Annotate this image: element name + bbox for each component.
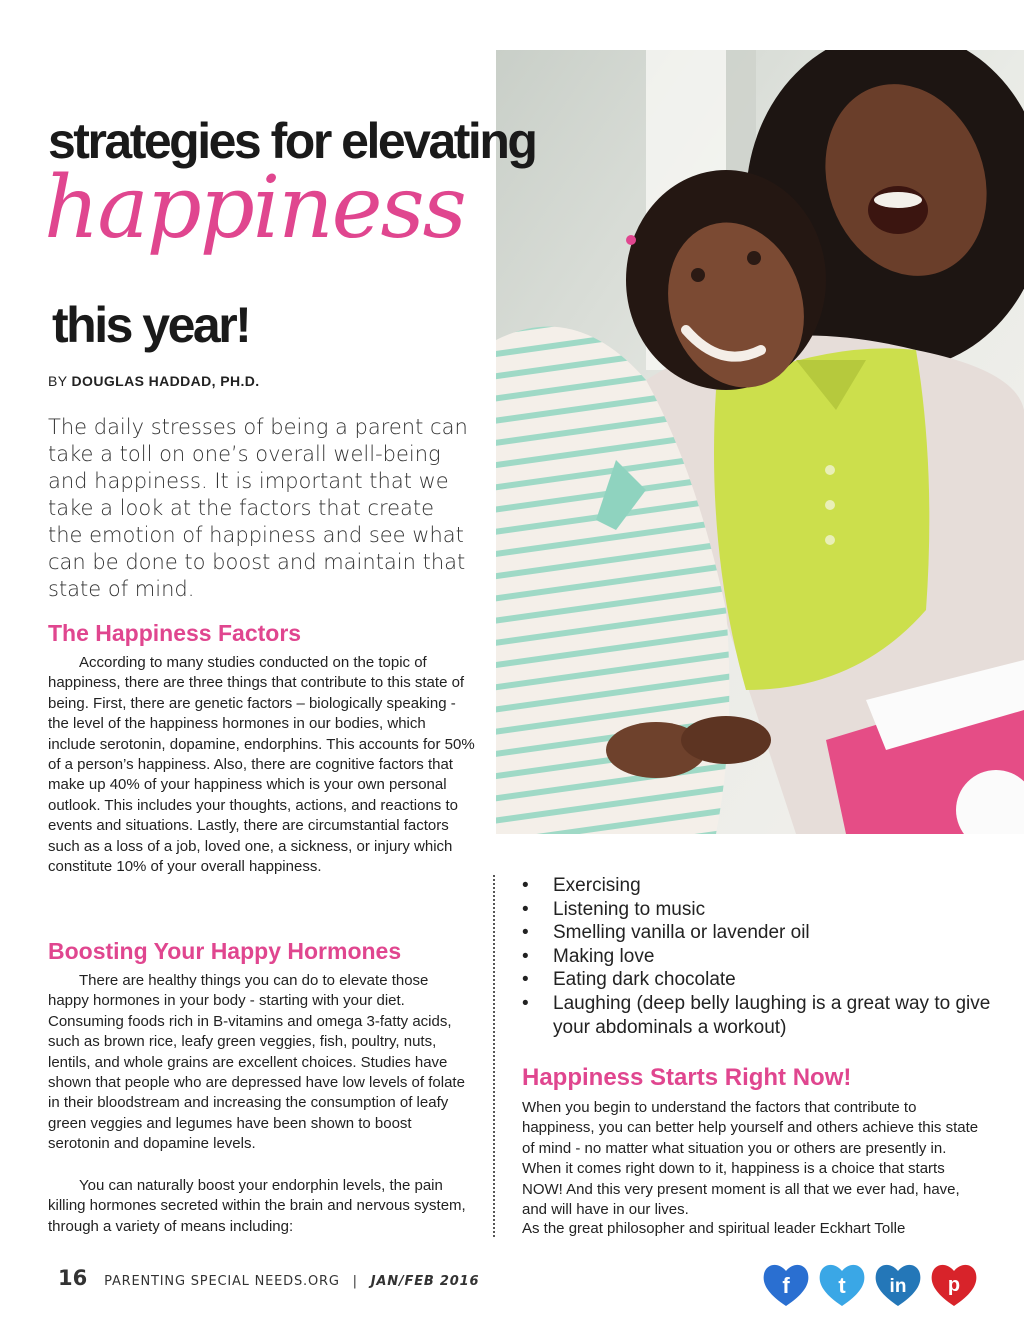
list-item-text: Exercising — [553, 875, 641, 896]
list-item — [522, 921, 992, 945]
issue-date: JAN/FEB 2016 — [370, 1274, 480, 1289]
pinterest-icon[interactable] — [928, 1258, 980, 1310]
linkedin-icon[interactable] — [872, 1258, 924, 1310]
section-paragraph: There are healthy things you can do to elevate those happy hormones in your body - starting with your diet. Consuming foods rich in B-vitamins and omega 3-fatty acids, such as brown rice, leafy green veggies, fish, poultry, nuts, lentils, and whole grains are excellent choices. Studies have shown that people who are depressed have low levels of folate in their bloodstream and increasing the consumption of leafy green veggies and legumes have been shown to boost serotonin and dopamine levels. — [48, 972, 465, 1153]
section-paragraph: As the great philosopher and spiritual leader Eckhart Tolle — [522, 1220, 906, 1237]
publication-name: PARENTING SPECIAL NEEDS.ORG — [104, 1274, 340, 1289]
list-item-text: Eating dark chocolate — [553, 969, 736, 991]
bullet-marker: • — [522, 875, 529, 896]
bullet-marker: • — [522, 922, 529, 944]
list-item-text: Laughing (deep belly laughing is a great way to give your abdominals a workout) — [553, 992, 991, 1038]
list-item-text: Making love — [553, 945, 655, 967]
section-paragraph: You can naturally boost your endorphin levels, the pain killing hormones secreted within the brain and nervous system, through a variety of means including: — [48, 1177, 466, 1235]
section-paragraph: According to many studies conducted on the topic of happiness, there are three things that contribute to this state of being. First, there are genetic factors – biologically speaking - the level of the happiness hormones in our bodies, which include serotonin, dopamine, endorphins. This accounts for 50% of a person’s happiness. Also, there are cognitive factors that make up 40% of your happiness which is your own personal outlook. This includes your thoughts, actions, and reactions to events and situations. Lastly, there are circumstantial factors such as a loss of a job, loved one, a sickness, or injury which constitute 10% of your overall happiness. — [48, 654, 475, 876]
intro-paragraph: The daily stresses of being a parent can take a toll on one’s overall well-being and happiness. It is important that we take a look at the factors that create the emotion of happiness and see what can be done to boost and maintain that state of mind. — [48, 415, 468, 601]
bullet-marker: • — [522, 945, 529, 967]
byline — [48, 373, 260, 389]
photo-illustration — [496, 50, 1024, 834]
bullet-marker: • — [522, 992, 529, 1014]
title-line-2: happiness — [44, 158, 465, 258]
social-label: in — [889, 1276, 907, 1297]
twitter-icon[interactable] — [816, 1258, 868, 1310]
list-item — [522, 992, 992, 1039]
list-item-text: Smelling vanilla or lavender oil — [553, 922, 810, 944]
social-label: f — [782, 1273, 790, 1298]
facebook-icon[interactable] — [760, 1258, 812, 1310]
list-item — [522, 874, 992, 898]
column-divider — [493, 875, 495, 1237]
social-label: p — [947, 1274, 961, 1296]
list-item — [522, 945, 992, 969]
title-line-3: this year! — [52, 297, 250, 353]
hero-photo — [496, 50, 1024, 834]
page-footer — [58, 1266, 479, 1290]
section-heading-happiness-factors: The Happiness Factors — [48, 620, 302, 646]
list-item — [522, 898, 992, 922]
bullet-marker: • — [522, 898, 529, 920]
endorphin-boost-list — [522, 874, 992, 1039]
byline-author: DOUGLAS HADDAD, PH.D. — [71, 373, 260, 389]
list-item-text: Listening to music — [553, 898, 706, 920]
byline-prefix: BY — [48, 373, 68, 389]
title-line-1: strategies for elevating — [48, 113, 536, 169]
section-heading-happiness-now: Happiness Starts Right Now! — [522, 1064, 852, 1091]
page-number: 16 — [58, 1266, 88, 1290]
list-item — [522, 968, 992, 992]
social-label: t — [838, 1273, 846, 1298]
bullet-marker: • — [522, 969, 529, 991]
footer-separator: | — [352, 1274, 358, 1289]
section-heading-boosting-hormones: Boosting Your Happy Hormones — [48, 938, 402, 964]
section-paragraph: When you begin to understand the factors that contribute to happiness, you can better help yourself and others achieve this state of mind - no matter what situation you or others are presently in. When it comes right down to it, happiness is a choice that starts NOW! And this very present moment is all that we ever had, have, and will have in our lives. — [522, 1099, 979, 1219]
